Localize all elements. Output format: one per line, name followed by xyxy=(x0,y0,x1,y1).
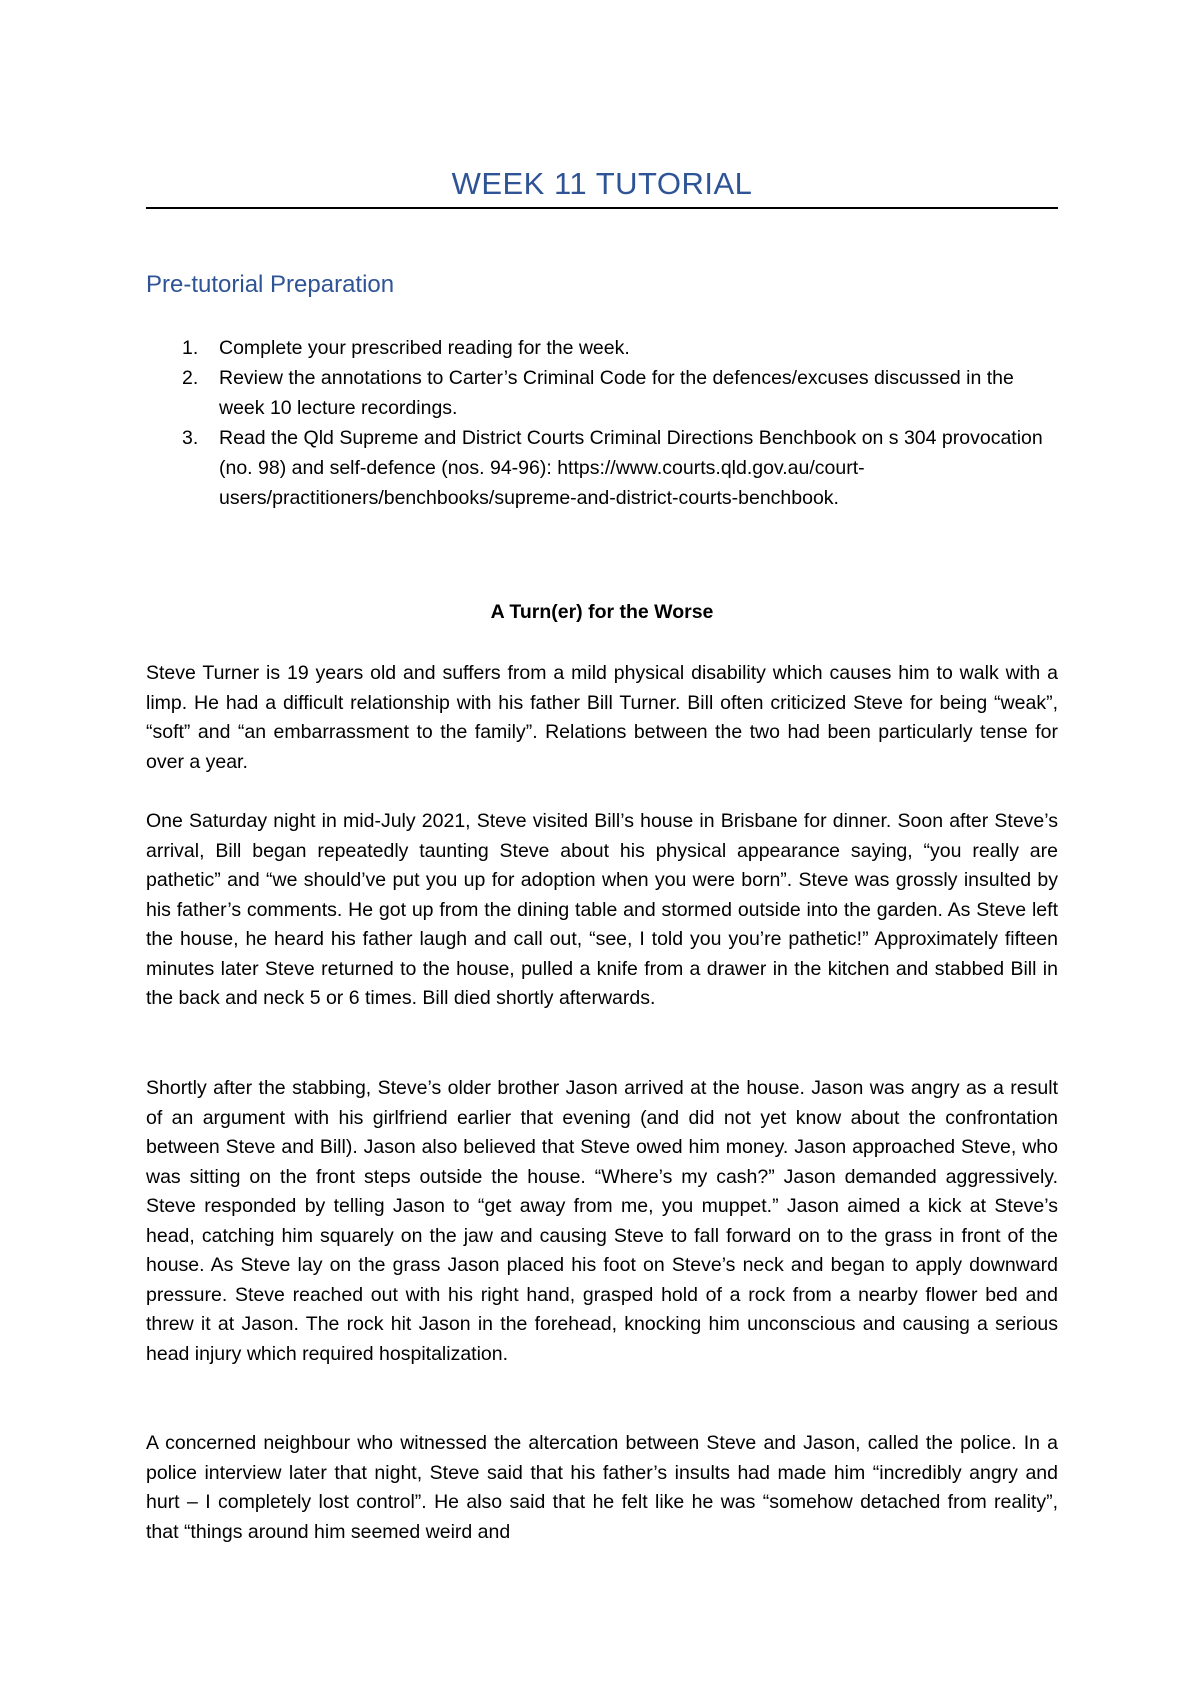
list-item xyxy=(146,423,1058,513)
list-item-number: 2. xyxy=(182,367,199,389)
case-study-title: A Turn(er) for the Worse xyxy=(490,601,714,623)
case-paragraph: Shortly after the stabbing, Steve’s older brother Jason arrived at the house. Jason was angry as a result of an argument with his girlfriend earlier that evening (and did not yet know about the confrontation between Steve and Bill). Jason also believed that Steve owed him money. Jason approached Steve, who was sitting on the front steps outside the house. “Where’s my cash?” Jason demanded aggressively. Steve responded by telling Jason to “get away from me, you muppet.” Jason aimed a kick at Steve’s head, catching him squarely on the jaw and causing Steve to fall forward on to the grass in front of the house. As Steve lay on the grass Jason placed his foot on Steve’s neck and began to apply downward pressure. Steve reached out with his right hand, grasped hold of a rock from a nearby flower bed and threw it at Jason. The rock hit Jason in the forehead, knocking him unconscious and causing a serious head injury which required hospitalization. xyxy=(146,1077,1058,1365)
section-heading-pre-tutorial: Pre-tutorial Preparation xyxy=(146,271,395,298)
case-paragraph: Steve Turner is 19 years old and suffers from a mild physical disability which causes him to walk with a limp. He had a difficult relationship with his father Bill Turner. Bill often criticized Steve for being “weak”, “soft” and “an embarrassment to the family”. Relations between the two had been particularly tense for over a year. xyxy=(146,662,1058,773)
list-item-text: Read the Qld Supreme and District Courts Criminal Directions Benchbook on s 304 provocation (no. 98) and self-defence (nos. 94-96): https://www.courts.qld.gov.au/court-users/practitioners/benchbooks/supreme-and-district-courts-benchbook. xyxy=(219,427,1043,509)
case-paragraph: One Saturday night in mid-July 2021, Steve visited Bill’s house in Brisbane for dinner. Soon after Steve’s arrival, Bill began repeatedly taunting Steve about his physical appearance saying, “you really are pathetic” and “we should’ve put you up for adoption when you were born”. Steve was grossly insulted by his father’s comments. He got up from the dining table and stormed outside into the garden. As Steve left the house, he heard his father laugh and call out, “see, I told you you’re pathetic!” Approximately fifteen minutes later Steve returned to the house, pulled a knife from a drawer in the kitchen and stabbed Bill in the back and neck 5 or 6 times. Bill died shortly afterwards. xyxy=(146,810,1058,1009)
list-item xyxy=(146,363,1058,423)
page-title: WEEK 11 TUTORIAL xyxy=(451,166,753,201)
case-paragraph: A concerned neighbour who witnessed the altercation between Steve and Jason, called the police. In a police interview later that night, Steve said that his father’s insults had made him “incredibly angry and hurt – I completely lost control”. He also said that he felt like he was “somehow detached from reality”, that “things around him seemed weird and xyxy=(146,1432,1058,1543)
list-item-text: Complete your prescribed reading for the week. xyxy=(219,337,630,359)
list-item-text: Review the annotations to Carter’s Criminal Code for the defences/excuses discussed in the week 10 lecture recordings. xyxy=(219,367,1014,419)
list-item xyxy=(146,333,1058,363)
list-item-number: 3. xyxy=(182,427,199,449)
pre-tutorial-list xyxy=(146,333,1058,513)
list-item-number: 1. xyxy=(182,337,199,359)
title-underline xyxy=(146,207,1058,209)
